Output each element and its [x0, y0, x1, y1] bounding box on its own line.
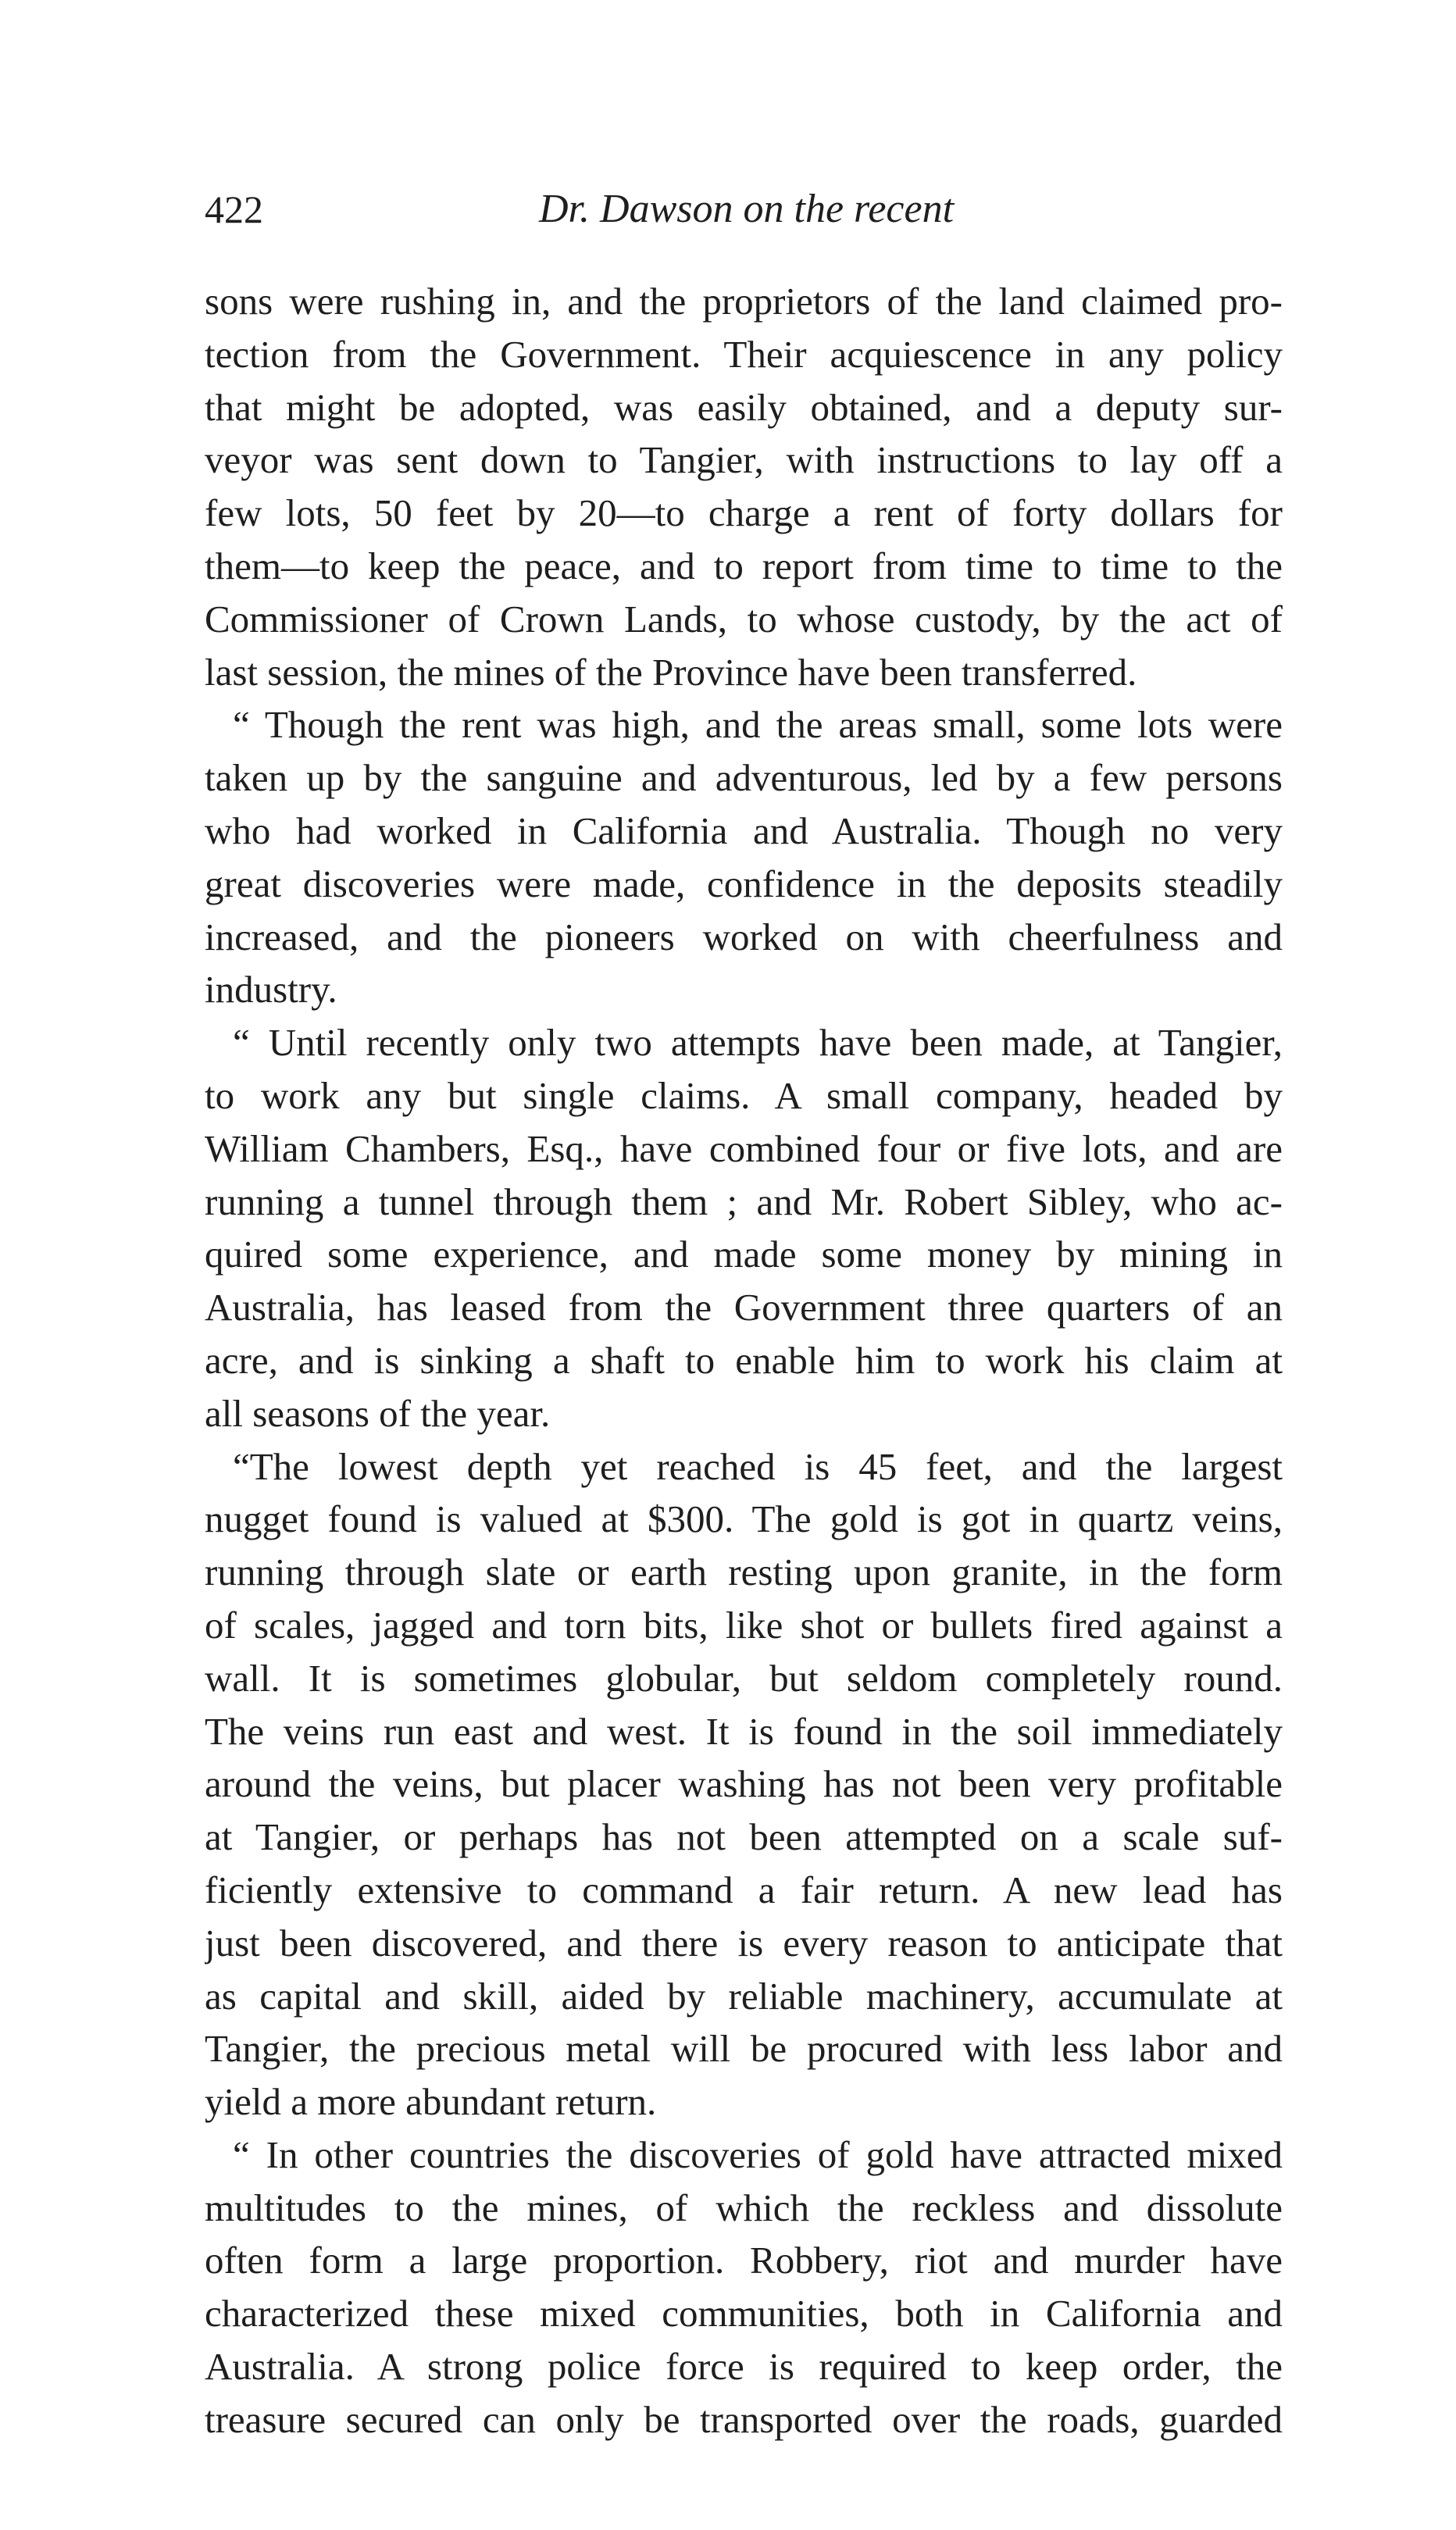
running-head: Dr. Dawson on the recent: [539, 187, 955, 231]
text-line: who had worked in California and Australia. Though no very: [205, 808, 1283, 852]
text-line: Australia, has leased from the Government three quarters of an: [205, 1286, 1283, 1329]
text-line: of scales, jagged and torn bits, like shot or bullets fired against a: [205, 1603, 1283, 1647]
page-header: [205, 186, 1283, 233]
text-line: William Chambers, Esq., have combined four or five lots, and are: [205, 1126, 1283, 1170]
text-line: just been discovered, and there is every reason to anticipate that: [205, 1921, 1283, 1964]
text-line: “The lowest depth yet reached is 45 feet, and the largest: [233, 1444, 1283, 1488]
text-line: quired some experience, and made some money by mining in: [205, 1233, 1283, 1276]
text-line: nugget found is valued at $300. The gold is got in quartz veins,: [205, 1497, 1283, 1541]
text-line: few lots, 50 feet by 20—to charge a rent of forty dollars for: [205, 491, 1283, 535]
text-line: around the veins, but placer washing has not been very profitable: [205, 1762, 1283, 1806]
text-line: as capital and skill, aided by reliable machinery, accumulate at: [205, 1974, 1283, 2018]
paragraph-5: [205, 2129, 1283, 2446]
text-line: taken up by the sanguine and adventurous, led by a few persons: [205, 756, 1283, 800]
text-line: at Tangier, or perhaps has not been attempted on a scale suf-: [205, 1815, 1283, 1859]
text-line: ficiently extensive to command a fair return. A new lead has: [205, 1868, 1283, 1911]
text-line: Commissioner of Crown Lands, to whose custody, by the act of: [205, 597, 1283, 641]
text-line: tection from the Government. Their acquiescence in any policy: [205, 332, 1283, 376]
paragraph-2: [205, 698, 1283, 1016]
text-line: The veins run east and west. It is found in the soil immediately: [205, 1709, 1283, 1753]
text-line: “ Though the rent was high, and the areas small, some lots were: [233, 703, 1283, 747]
text-line: that might be adopted, was easily obtained, and a deputy sur-: [205, 385, 1283, 429]
text-line: last session, the mines of the Province have been transferred.: [205, 650, 1137, 694]
text-line: “ In other countries the discoveries of gold have attracted mixed: [233, 2132, 1283, 2176]
text-line: multitudes to the mines, of which the reckless and dissolute: [205, 2186, 1283, 2229]
text-line: treasure secured can only be transported over the roads, guarded: [205, 2397, 1283, 2441]
text-line: running a tunnel through them ; and Mr. Robert Sibley, who ac-: [205, 1179, 1283, 1223]
text-line: “ Until recently only two attempts have been made, at Tangier,: [233, 1021, 1283, 1065]
page-number: 422: [205, 187, 263, 231]
paragraph-1: [205, 275, 1283, 698]
text-line: characterized these mixed communities, both in California and: [205, 2292, 1283, 2336]
paragraph-3: [205, 1016, 1283, 1440]
text-line: Tangier, the precious metal will be procured with less labor and: [205, 2027, 1283, 2071]
paragraph-4: [205, 1440, 1283, 2129]
text-line: all seasons of the year.: [205, 1391, 551, 1435]
text-line: great discoveries were made, confidence in the deposits steadily: [205, 862, 1283, 905]
text-line: yield a more abundant return.: [205, 2080, 657, 2124]
body-text: [205, 275, 1283, 2446]
text-line: running through slate or earth resting upon granite, in the form: [205, 1550, 1283, 1594]
text-line: sons were rushing in, and the proprietors of the land claimed pro-: [205, 280, 1283, 323]
text-line: them—to keep the peace, and to report from time to time to the: [205, 544, 1283, 587]
text-line: increased, and the pioneers worked on with cheerfulness and: [205, 915, 1283, 958]
text-line: wall. It is sometimes globular, but seldom completely round.: [205, 1656, 1283, 1700]
text-line: acre, and is sinking a shaft to enable him to work his claim at: [205, 1338, 1283, 1382]
text-line: Australia. A strong police force is required to keep order, the: [205, 2345, 1283, 2389]
text-line: veyor was sent down to Tangier, with instructions to lay off a: [205, 438, 1283, 482]
text-line: often form a large proportion. Robbery, riot and murder have: [205, 2239, 1283, 2282]
text-line: industry.: [205, 968, 337, 1012]
text-line: to work any but single claims. A small company, headed by: [205, 1073, 1283, 1117]
